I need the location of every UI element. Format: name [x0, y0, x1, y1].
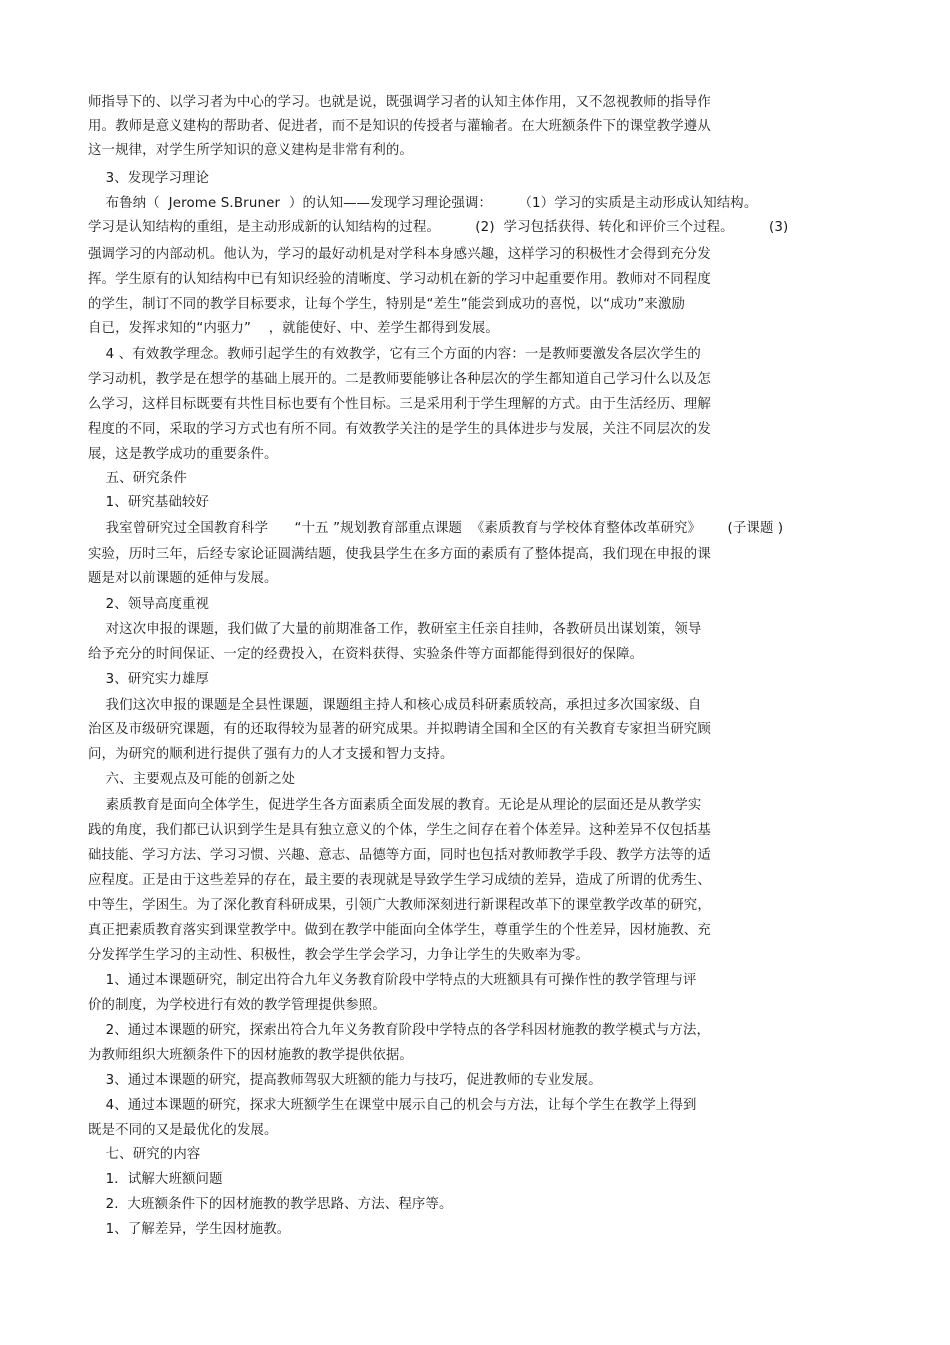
text-line: 程度的不同，采取的学习方式也有所不同。有效教学关注的是学生的具体进步与发展，关注不同层次的发	[88, 422, 711, 437]
text-line: 用。教师是意义建构的帮助者、促进者，而不是知识的传授者与灌输者。在大班额条件下的课堂教学遵从	[88, 119, 711, 134]
list-item: 2. 大班额条件下的因材施教的教学思路、方法、程序等。	[88, 1197, 453, 1212]
text-line: 为教师组织大班额条件下的因材施教的教学提供依据。	[88, 1048, 413, 1063]
text-line: 师指导下的、以学习者为中心的学习。也就是说，既强调学习者的认知主体作用，又不忽视教师的指导作	[88, 95, 711, 110]
text-line: 素质教育是面向全体学生，促进学生各方面素质全面发展的教育。无论是从理论的层面还是从教学实	[88, 798, 702, 813]
subsection-heading: 2、领导高度重视	[88, 597, 210, 612]
section-heading: 3、发现学习理论	[88, 171, 210, 186]
text-line: 中等生，学困生。为了深化教育科研成果，引领广大教师深刻进行新课程改革下的课堂教学改革的研究，	[88, 898, 711, 913]
section-heading: 五、研究条件	[88, 471, 187, 486]
text-line: 治区及市级研究课题，有的还取得较为显著的研究成果。并拟聘请全国和全区的有关教育专家担当研究顾	[88, 722, 711, 737]
subsection-heading: 3、研究实力雄厚	[88, 672, 210, 687]
text-line: 践的角度，我们都已认识到学生是具有独立意义的个体，学生之间存在着个体差异。这种差异不仅包括基	[88, 823, 711, 838]
list-item: 1、了解差异，学生因材施教。	[88, 1222, 291, 1237]
text-line: 题是对以前课题的延伸与发展。	[88, 571, 278, 586]
text-line: 问，为研究的顺利进行提供了强有力的人才支援和智力支持。	[88, 747, 454, 762]
text-line: 展，这是教学成功的重要条件。	[88, 447, 278, 462]
text-line: 自已，发挥求知的“内驱力” ，就能使好、中、差学生都得到发展。	[88, 321, 499, 336]
text-line: 布鲁纳（ Jerome S.Bruner ）的认知——发现学习理论强调： （1）学习的实质是主动形成认知结构。	[88, 196, 758, 211]
text-line: 学习动机，教学是在想学的基础上展开的。二是教师要能够让各种层次的学生都知道自己学习什么以及怎	[88, 372, 711, 387]
text-line: 学习是认知结构的重组，是主动形成新的认知结构的过程。 (2) 学习包括获得、转化和评价三个过程。 (3)	[88, 220, 789, 235]
text-line: 既是不同的又是最优化的发展。	[88, 1123, 278, 1138]
text-line: 2、通过本课题的研究，探索出符合九年义务教育阶段中学特点的各学科因材施教的教学模式与方法，	[88, 1023, 711, 1038]
text-line: 的学生，制订不同的教学目标要求，让每个学生，特别是“差生”能尝到成功的喜悦，以“成功”来激励	[88, 297, 686, 312]
text-line: 挥。学生原有的认知结构中已有知识经验的清晰度、学习动机在新的学习中起重要作用。教师对不同程度	[88, 272, 711, 287]
text-line: 么学习，这样目标既要有共性目标也要有个性目标。三是采用利于学生理解的方式。由于生活经历、理解	[88, 397, 711, 412]
subsection-heading: 1、研究基础较好	[88, 495, 210, 510]
text-line: 1、通过本课题研究，制定出符合九年义务教育阶段中学特点的大班额具有可操作性的教学管理与评	[88, 973, 697, 988]
text-line: 真正把素质教育落实到课堂教学中。做到在教学中能面向全体学生，尊重学生的个性差异，因材施教、充	[88, 923, 711, 938]
text-line: 实验，历时三年，后经专家论证圆满结题，使我县学生在多方面的素质有了整体提高，我们现在申报的课	[88, 547, 711, 562]
text-line: 3、通过本课题的研究，提高教师驾驭大班额的能力与技巧，促进教师的专业发展。	[88, 1073, 602, 1088]
text-line: 础技能、学习方法、学习习惯、兴趣、意志、品德等方面，同时也包括对教师教学手段、教学方法等的适	[88, 848, 711, 863]
text-line: 分发挥学生学习的主动性、积极性，教会学生学会学习，力争让学生的失败率为零。	[88, 948, 590, 963]
text-line: 我们这次申报的课题是全县性课题，课题组主持人和核心成员科研素质较高，承担过多次国家级、自	[88, 698, 702, 713]
text-line: 4、通过本课题的研究，探求大班额学生在课堂中展示自己的机会与方法，让每个学生在教学上得到	[88, 1098, 697, 1113]
text-line: 强调学习的内部动机。他认为，学习的最好动机是对学科本身感兴趣，这样学习的积极性才会得到充分发	[88, 247, 711, 262]
text-line: 这一规律，对学生所学知识的意义建构是非常有利的。	[88, 143, 413, 158]
text-line: 对这次申报的课题，我们做了大量的前期准备工作，教研室主任亲自挂帅，各教研员出谋划策，领导	[88, 622, 702, 637]
section-heading: 七、研究的内容	[88, 1147, 201, 1162]
text-line: 价的制度，为学校进行有效的教学管理提供参照。	[88, 998, 386, 1013]
text-line: 我室曾研究过全国教育科学 “十五 ”规划教育部重点课题 《素质教育与学校体育整体改革研究》 (子课题 )	[88, 521, 784, 536]
text-line: 4 、有效教学理念。教师引起学生的有效教学，它有三个方面的内容：一是教师要激发各层次学生的	[88, 347, 701, 362]
text-line: 给予充分的时间保证、一定的经费投入，在资料获得、实验条件等方面都能得到很好的保障。	[88, 647, 644, 662]
section-heading: 六、主要观点及可能的创新之处	[88, 772, 296, 787]
text-line: 应程度。正是由于这些差异的存在，最主要的表现就是导致学生学习成绩的差异，造成了所谓的优秀生、	[88, 873, 711, 888]
list-item: 1．试解大班额问题	[88, 1172, 223, 1187]
